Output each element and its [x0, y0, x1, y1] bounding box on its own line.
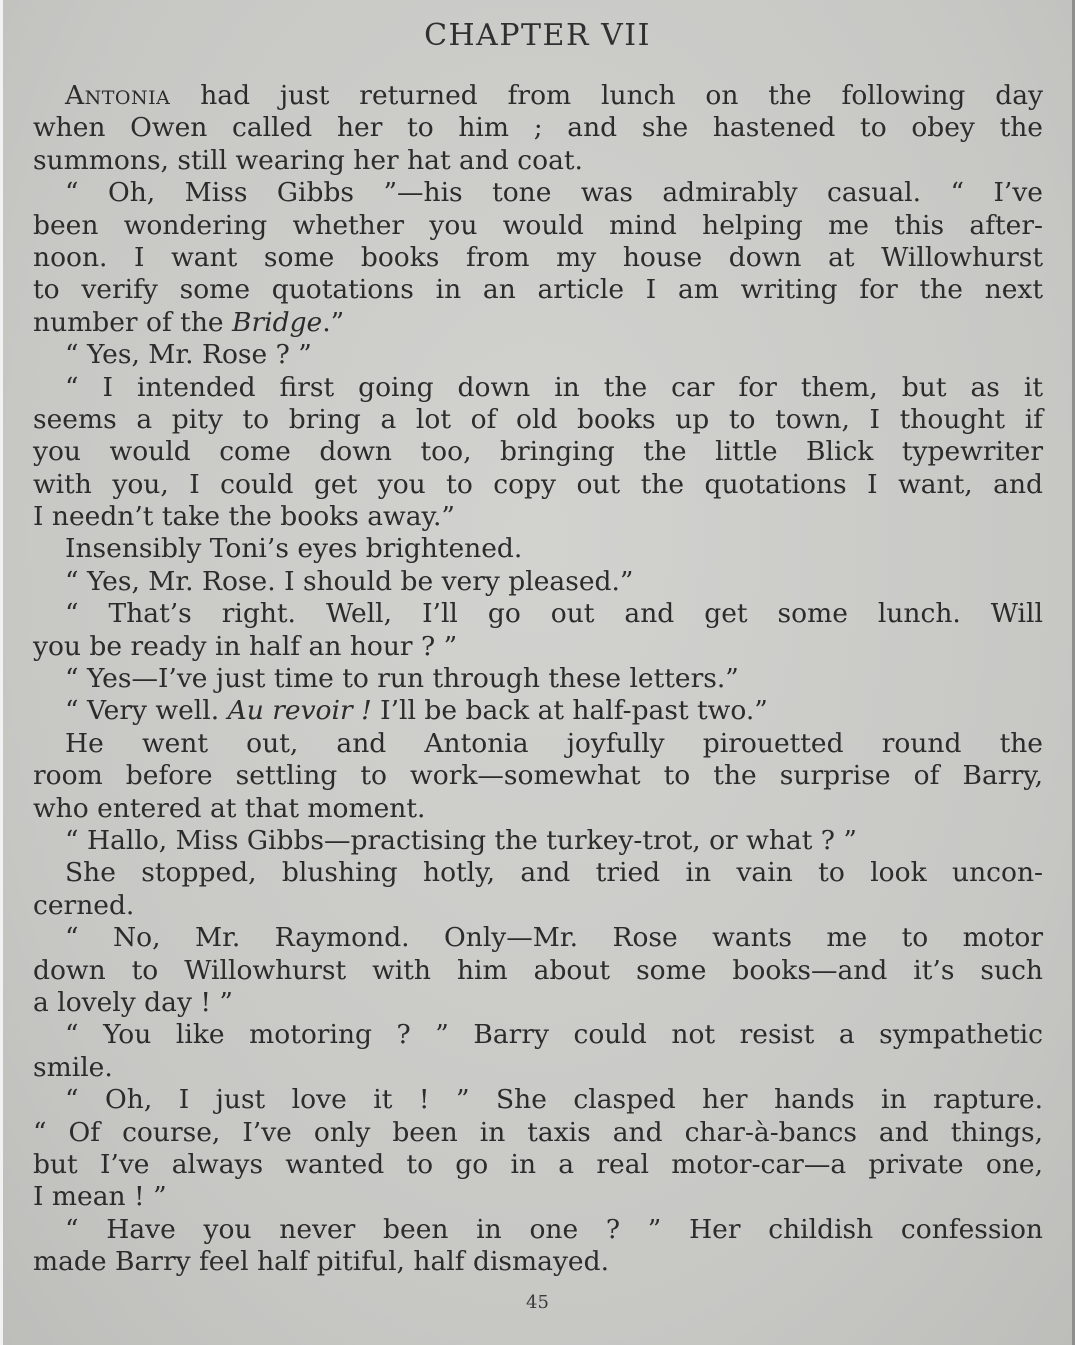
text-line: [33, 793, 1043, 825]
text-line: [33, 890, 1043, 922]
body-text: [33, 80, 1043, 1278]
text-line: [33, 177, 1043, 209]
text-line: [33, 339, 1043, 371]
text-line: [33, 1052, 1043, 1084]
text-line: [33, 1149, 1043, 1181]
text-line: [33, 80, 1043, 112]
text-segment: She stopped, blushing hotly, and tried in vain to look uncon-: [65, 857, 1043, 889]
text-segment: had just returned from lunch on the following day: [170, 80, 1043, 111]
text-line: [33, 501, 1043, 533]
text-segment: “ Oh, Miss Gibbs ”—his tone was admirably casual. “ I’ve: [65, 177, 1043, 209]
text-segment: with you, I could get you to copy out the quotations I want, and: [33, 468, 1043, 500]
text-segment: when Owen called her to him ; and she hastened to obey the: [33, 112, 1043, 144]
small-caps-name: Antonia: [65, 80, 171, 111]
text-segment: but I’ve always wanted to go in a real motor-car—a private one,: [33, 1148, 1043, 1180]
text-line: [33, 955, 1043, 987]
text-line: [33, 533, 1043, 565]
text-segment: Insensibly Toni’s eyes brightened.: [65, 533, 523, 565]
text-line: [33, 307, 1043, 339]
text-line: [33, 987, 1043, 1019]
text-segment: down to Willowhurst with him about some books—and it’s such: [33, 954, 1043, 986]
text-line: [33, 695, 1043, 727]
text-segment: I mean ! ”: [33, 1181, 167, 1213]
text-segment: “ Oh, I just love it ! ” She clasped her hands in rapture.: [65, 1084, 1043, 1116]
text-segment: “ That’s right. Well, I’ll go out and get some lunch. Will: [65, 598, 1043, 630]
text-segment: cerned.: [33, 889, 135, 921]
text-segment: “ Very well.: [65, 695, 228, 727]
text-segment: you would come down too, bringing the little Blick typewriter: [33, 436, 1043, 468]
text-segment: “ Hallo, Miss Gibbs—practising the turkey-trot, or what ? ”: [65, 824, 857, 856]
text-segment: “ Of course, I’ve only been in taxis and char-à-bancs and things,: [33, 1116, 1043, 1148]
text-segment: “ Have you never been in one ? ” Her childish confession: [65, 1213, 1043, 1245]
text-line: [33, 598, 1043, 630]
text-segment: summons, still wearing her hat and coat.: [33, 144, 583, 176]
text-segment: “ No, Mr. Raymond. Only—Mr. Rose wants me to motor: [65, 922, 1043, 954]
text-segment: made Barry feel half pitiful, half dismayed.: [33, 1246, 609, 1278]
text-segment: smile.: [33, 1051, 113, 1083]
text-line: [33, 566, 1043, 598]
text-line: [33, 1214, 1043, 1246]
text-line: [33, 631, 1043, 663]
text-segment: .”: [322, 306, 345, 338]
text-line: [33, 404, 1043, 436]
text-line: [33, 663, 1043, 695]
text-line: [33, 1019, 1043, 1051]
text-line: [33, 1117, 1043, 1149]
text-line: [33, 274, 1043, 306]
text-segment: seems a pity to bring a lot of old books up to town, I thought if: [33, 403, 1043, 435]
text-segment: “ Yes, Mr. Rose ? ”: [65, 339, 312, 371]
page-number: 45: [526, 1292, 549, 1313]
text-segment: who entered at that moment.: [33, 792, 426, 824]
text-line: [33, 469, 1043, 501]
text-segment: “ Yes, Mr. Rose. I should be very pleased.”: [65, 565, 634, 597]
text-segment: number of the: [33, 306, 233, 338]
text-line: [33, 922, 1043, 954]
text-line: [33, 436, 1043, 468]
text-segment: He went out, and Antonia joyfully pirouetted round the: [65, 727, 1043, 759]
text-segment: you be ready in half an hour ? ”: [33, 630, 458, 662]
text-line: [33, 145, 1043, 177]
text-line: [33, 1181, 1043, 1213]
text-segment: noon. I want some books from my house down at Willowhurst: [33, 241, 1043, 273]
text-segment: I’ll be back at half-past two.”: [371, 695, 768, 727]
text-line: [33, 242, 1043, 274]
italic-text: Bridge: [232, 306, 323, 338]
text-line: [33, 372, 1043, 404]
italic-text: Au revoir !: [227, 695, 372, 727]
text-line: [33, 825, 1043, 857]
text-segment: “ I intended first going down in the car for them, but as it: [65, 371, 1043, 403]
text-line: [33, 1246, 1043, 1278]
text-segment: “ You like motoring ? ” Barry could not resist a sympathetic: [65, 1019, 1043, 1051]
text-line: [33, 728, 1043, 760]
text-segment: to verify some quotations in an article I am writing for the next: [33, 274, 1043, 306]
text-segment: room before settling to work—somewhat to the surprise of Barry,: [33, 760, 1043, 792]
chapter-title: CHAPTER VII: [424, 18, 651, 53]
text-line: [33, 112, 1043, 144]
text-line: [33, 857, 1043, 889]
text-segment: been wondering whether you would mind helping me this after-: [33, 209, 1043, 241]
text-segment: “ Yes—I’ve just time to run through these letters.”: [65, 663, 739, 695]
text-line: [33, 1084, 1043, 1116]
text-line: [33, 760, 1043, 792]
text-line: [33, 210, 1043, 242]
text-segment: a lovely day ! ”: [33, 986, 233, 1018]
text-segment: I needn’t take the books away.”: [33, 501, 455, 533]
